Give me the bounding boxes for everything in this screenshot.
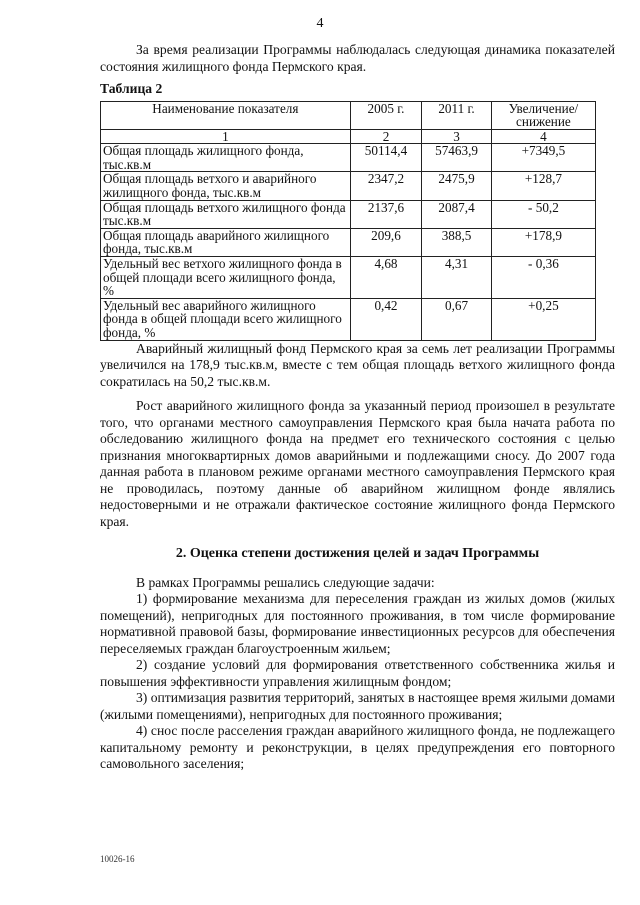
indicator-name-cell: Общая площадь аварийного жилищного фонда, тыс.кв.м: [101, 228, 351, 256]
table-row: [101, 200, 596, 228]
table-header-row: [101, 101, 596, 129]
indicator-name-cell: Общая площадь ветхого и аварийного жилищного фонда, тыс.кв.м: [101, 172, 351, 200]
table-row: [101, 144, 596, 172]
change-cell: - 0,36: [491, 257, 595, 299]
index-cell: 4: [491, 129, 595, 144]
index-cell: 3: [422, 129, 492, 144]
indicator-name-cell: Удельный вес аварийного жилищного фонда в общей площади всего жилищного фонда, %: [101, 298, 351, 340]
task-item: 2) создание условий для формирования ответственного собственника жилья и повышения эффективности управления жилищным фондом;: [100, 657, 615, 689]
value-2011-cell: 4,31: [422, 257, 492, 299]
document-body: [100, 42, 615, 773]
value-2005-cell: 4,68: [350, 257, 421, 299]
change-cell: +178,9: [491, 228, 595, 256]
footer-code: 10026-16: [100, 854, 135, 864]
section-intro: В рамках Программы решались следующие задачи:: [136, 574, 435, 590]
task-item: 3) оптимизация развития территорий, занятых в настоящее время жилыми домами (жилыми помещениями), непригодных для постоянного проживания;: [100, 690, 615, 722]
header-cell: 2005 г.: [350, 101, 421, 129]
table-row: [101, 298, 596, 340]
index-cell: 1: [101, 129, 351, 144]
body-paragraph: Рост аварийного жилищного фонда за указанный период произошел в результате того, что органами местного самоуправления Пермского края была начата работа по обследованию жилищного фонда на предмет его технического состояния с целью признания многоквартирных домов аварийными и подлежащими сносу. До 2007 года данная работа в плановом режиме органами местного самоуправления Пермского края не проводилась, поэтому данные об аварийном жилищном фонде являлись недостоверными и не отражали фактическое состояние жилищного фонда Пермского края.: [100, 398, 615, 529]
value-2011-cell: 0,67: [422, 298, 492, 340]
table-row: [101, 257, 596, 299]
value-2005-cell: 0,42: [350, 298, 421, 340]
header-cell: Наименование показателя: [101, 101, 351, 129]
indicator-name-cell: Общая площадь ветхого жилищного фонда тыс.кв.м: [101, 200, 351, 228]
table-index-row: [101, 129, 596, 144]
header-cell: Увеличение/ снижение: [491, 101, 595, 129]
change-cell: +0,25: [491, 298, 595, 340]
change-cell: - 50,2: [491, 200, 595, 228]
section-heading: 2. Оценка степени достижения целей и задач Программы: [175, 546, 540, 562]
value-2005-cell: 50114,4: [350, 144, 421, 172]
change-cell: +128,7: [491, 172, 595, 200]
body-paragraph: Аварийный жилищный фонд Пермского края за семь лет реализации Программы увеличился на 178,9 тыс.кв.м, вместе с тем общая площадь ветхого жилищного фонда сократилась на 50,2 тыс.кв.м.: [100, 340, 615, 389]
indicator-name-cell: Общая площадь жилищного фонда, тыс.кв.м: [101, 144, 351, 172]
index-cell: 2: [350, 129, 421, 144]
table-title: Таблица 2: [100, 81, 163, 96]
table-row: [101, 228, 596, 256]
task-item: 4) снос после расселения граждан аварийного жилищного фонда, не подлежащего капитальному ремонту и реконструкции, в целях предупреждения его повторного самовольного заселения;: [100, 723, 615, 772]
value-2005-cell: 209,6: [350, 228, 421, 256]
task-item: 1) формирование механизма для переселения граждан из жилых домов (жилых помещений), непригодных для постоянного проживания, в том числе формирование нормативной правовой базы, формирование инвестиционных ресурсов для обеспечения переселяемых граждан благоустроенным жильем;: [100, 591, 615, 656]
table-row: [101, 172, 596, 200]
value-2005-cell: 2347,2: [350, 172, 421, 200]
value-2011-cell: 388,5: [422, 228, 492, 256]
value-2011-cell: 57463,9: [422, 144, 492, 172]
housing-stock-table: [100, 101, 596, 341]
value-2011-cell: 2087,4: [422, 200, 492, 228]
header-cell: 2011 г.: [422, 101, 492, 129]
change-cell: +7349,5: [491, 144, 595, 172]
value-2005-cell: 2137,6: [350, 200, 421, 228]
indicator-name-cell: Удельный вес ветхого жилищного фонда в общей площади всего жилищного фонда, %: [101, 257, 351, 299]
page-number: 4: [316, 16, 324, 31]
value-2011-cell: 2475,9: [422, 172, 492, 200]
intro-paragraph: За время реализации Программы наблюдалась следующая динамика показателей состояния жилищного фонда Пермского края.: [100, 42, 615, 74]
